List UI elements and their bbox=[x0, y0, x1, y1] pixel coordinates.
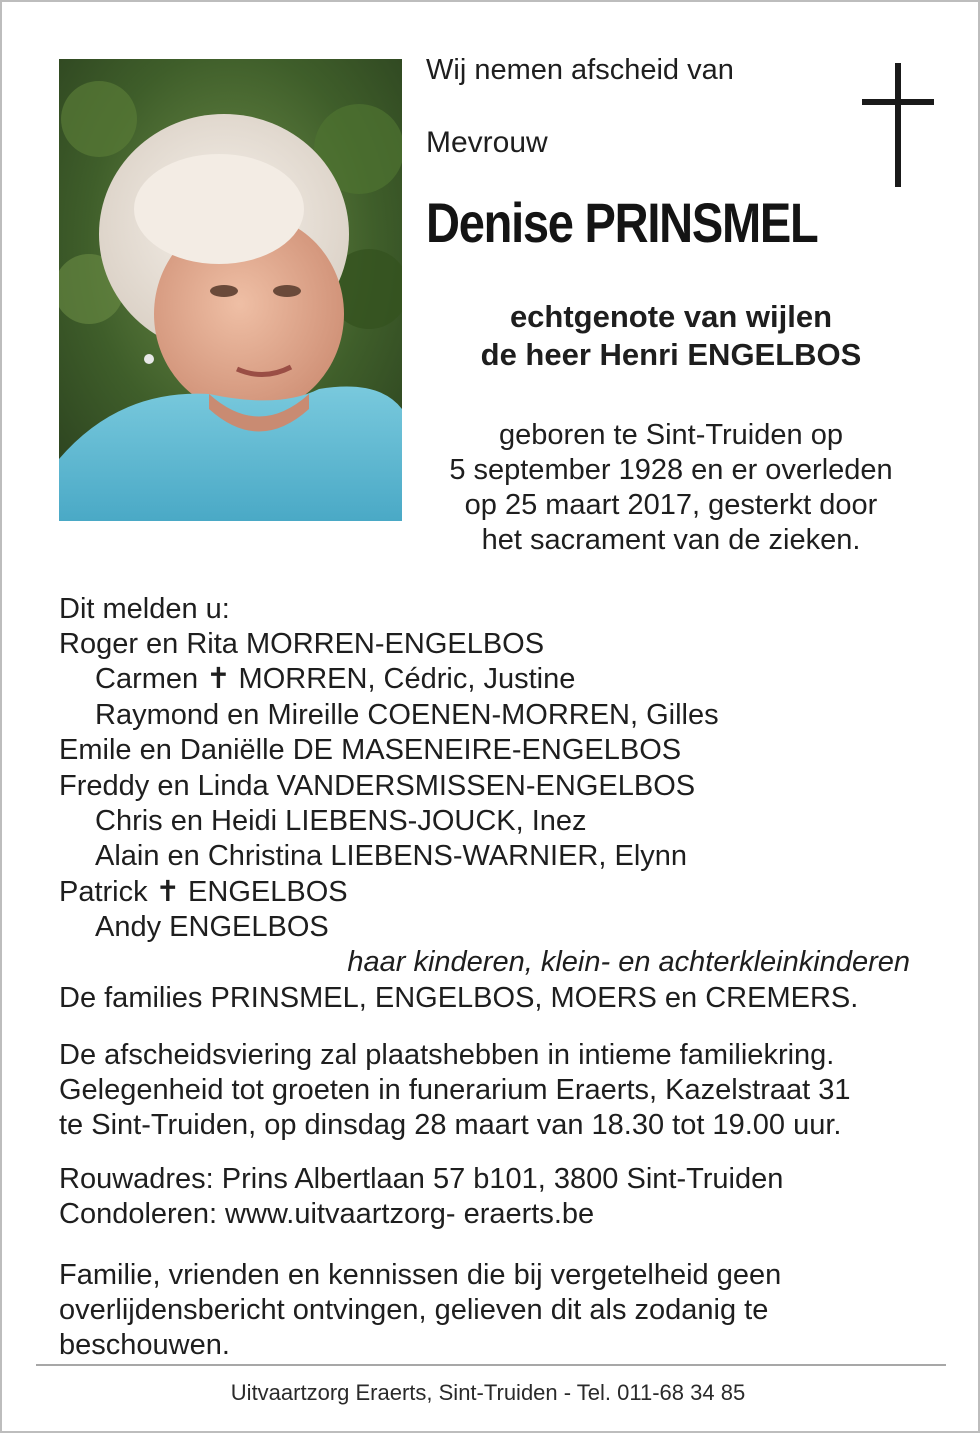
bio-line: het sacrament van de zieken. bbox=[481, 524, 861, 556]
family-line: Freddy en Linda VANDERSMISSEN-ENGELBOS bbox=[59, 770, 696, 802]
spouse-line: de heer Henri ENGELBOS bbox=[480, 337, 862, 372]
ceremony-line: Gelegenheid tot groeten in funerarium Eraerts, Kazelstraat 31 bbox=[59, 1074, 851, 1106]
family-line: Raymond en Mireille COENEN-MORREN, Gilles bbox=[95, 699, 719, 731]
bio-line: geboren te Sint-Truiden op bbox=[499, 419, 843, 451]
family-line: Patrick ✝ ENGELBOS bbox=[59, 876, 348, 908]
family-line: Andy ENGELBOS bbox=[95, 911, 329, 943]
ceremony-line: te Sint-Truiden, op dinsdag 28 maart van 18.30 tot 19.00 uur. bbox=[59, 1109, 842, 1141]
notice bbox=[59, 1258, 781, 1363]
relationship-note: haar kinderen, klein- en achterkleinkinderen bbox=[347, 946, 910, 978]
bio-line: op 25 maart 2017, gesterkt door bbox=[464, 489, 878, 521]
mourning-address: Rouwadres: Prins Albertlaan 57 b101, 3800 Sint-Truiden bbox=[59, 1163, 784, 1195]
condolence-link[interactable]: Condoleren: www.uitvaartzorg- eraerts.be bbox=[59, 1198, 595, 1230]
notice-line: Familie, vrienden en kennissen die bij vergetelheid geen bbox=[59, 1259, 782, 1291]
birth-death-info bbox=[420, 418, 922, 558]
cross-icon bbox=[862, 63, 934, 187]
notice-line: beschouwen. bbox=[59, 1329, 230, 1361]
ceremony-info bbox=[59, 1038, 851, 1143]
family-line: Carmen ✝ MORREN, Cédric, Justine bbox=[95, 663, 576, 695]
deceased-name: Denise PRINSMEL bbox=[426, 191, 818, 254]
spouse-line: echtgenote van wijlen bbox=[509, 299, 833, 334]
family-line: Chris en Heidi LIEBENS-JOUCK, Inez bbox=[95, 805, 587, 837]
intro-text: Wij nemen afscheid van bbox=[426, 54, 734, 86]
family-line: Roger en Rita MORREN-ENGELBOS bbox=[59, 628, 545, 660]
other-families: De families PRINSMEL, ENGELBOS, MOERS en CREMERS. bbox=[59, 982, 859, 1014]
spouse-info bbox=[432, 298, 910, 374]
family-line: Alain en Christina LIEBENS-WARNIER, Elynn bbox=[95, 840, 688, 872]
portrait-photo bbox=[59, 59, 402, 521]
funeral-home-footer: Uitvaartzorg Eraerts, Sint-Truiden - Tel. 011-68 34 85 bbox=[230, 1380, 746, 1405]
ceremony-line: De afscheidsviering zal plaatshebben in intieme familiekring. bbox=[59, 1039, 835, 1071]
contact-info bbox=[59, 1162, 783, 1232]
notice-line: overlijdensbericht ontvingen, gelieven dit als zodanig te bbox=[59, 1294, 769, 1326]
footer-divider bbox=[36, 1364, 946, 1366]
announcers-heading: Dit melden u: bbox=[59, 593, 230, 625]
honorific: Mevrouw bbox=[426, 126, 548, 159]
bio-line: 5 september 1928 en er overleden bbox=[449, 454, 893, 486]
family-line: Emile en Daniëlle DE MASENEIRE-ENGELBOS bbox=[59, 734, 682, 766]
